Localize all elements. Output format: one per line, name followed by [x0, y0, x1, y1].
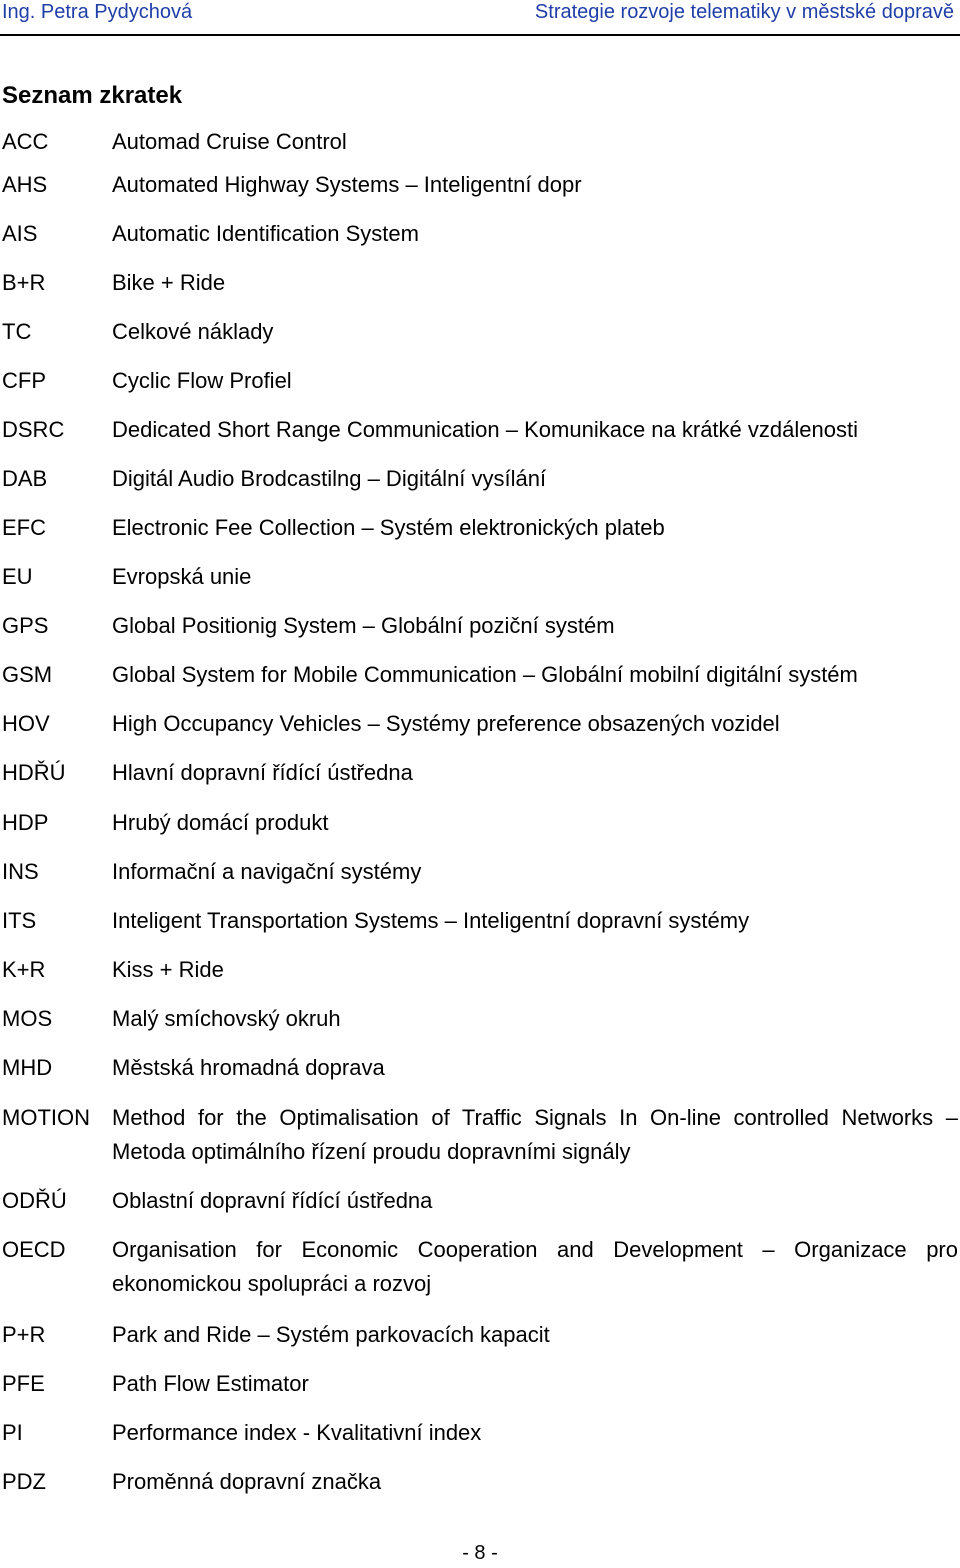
abbreviation-definition: Global Positionig System – Globální poziční systém: [112, 613, 615, 638]
abbreviation-term: DAB: [2, 466, 48, 491]
abbreviation-definition: Informační a navigační systémy: [112, 859, 422, 884]
header-author: Ing. Petra Pydychová: [2, 1, 193, 23]
abbreviation-definition: Method for the Optimalisation of Traffic Signals In On-line controlled Networks – Metoda optimálního řízení proudu dopravními signály: [112, 1105, 958, 1164]
abbreviation-term: INS: [2, 859, 39, 884]
abbreviation-definition: Digitál Audio Brodcastilng – Digitální vysílání: [112, 466, 547, 491]
section-title: Seznam zkratek: [2, 82, 183, 109]
page-header: [0, 0, 960, 30]
abbreviation-term: MHD: [2, 1055, 53, 1080]
abbreviation-definition: Performance index - Kvalitativní index: [112, 1420, 482, 1445]
abbreviation-term: HDŘÚ: [2, 760, 66, 785]
abbreviation-term: PI: [2, 1420, 23, 1445]
abbreviation-term: ODŘÚ: [2, 1188, 67, 1213]
abbreviation-definition: Organisation for Economic Cooperation and Development – Organizace pro ekonomickou spolupráci a rozvoj: [112, 1237, 958, 1296]
abbreviation-definition: Malý smíchovský okruh: [112, 1006, 341, 1031]
abbreviation-term: ITS: [2, 908, 37, 933]
abbreviation-definition: Automatic Identification System: [112, 221, 419, 246]
abbreviation-term: HOV: [2, 711, 50, 736]
abbreviation-term: GPS: [2, 613, 49, 638]
abbreviation-definition: Hlavní dopravní řídící ústředna: [112, 760, 413, 785]
abbreviation-term: B+R: [2, 270, 46, 295]
abbreviation-definition: Path Flow Estimator: [112, 1371, 309, 1396]
abbreviation-term: PFE: [2, 1371, 45, 1396]
abbreviation-definition: Park and Ride – Systém parkovacích kapacit: [112, 1322, 550, 1347]
abbreviation-term: CFP: [2, 368, 46, 393]
abbreviation-term: MOS: [2, 1006, 53, 1031]
abbreviation-term: GSM: [2, 662, 53, 687]
header-rule: [0, 34, 960, 36]
abbreviation-term: AHS: [2, 172, 48, 197]
abbreviation-definition: Dedicated Short Range Communication – Komunikace na krátké vzdálenosti: [112, 417, 858, 442]
abbreviation-definition: Kiss + Ride: [112, 957, 224, 982]
abbreviation-term: OECD: [2, 1237, 66, 1262]
abbreviation-definition: Automated Highway Systems – Inteligentní dopr: [112, 172, 582, 197]
abbreviation-definition: Oblastní dopravní řídící ústředna: [112, 1188, 433, 1213]
abbreviation-definition: Celkové náklady: [112, 319, 274, 344]
abbreviation-term: P+R: [2, 1322, 46, 1347]
abbreviation-definition: Global System for Mobile Communication – Globální mobilní digitální systém: [112, 662, 858, 687]
page-number: - 8 -: [462, 1542, 498, 1564]
abbreviation-term: HDP: [2, 810, 49, 835]
abbreviation-definition: Bike + Ride: [112, 270, 226, 295]
abbreviation-definition: Electronic Fee Collection – Systém elektronických plateb: [112, 515, 665, 540]
abbreviation-definition: Cyclic Flow Profiel: [112, 368, 292, 393]
abbreviation-definition: Automad Cruise Control: [112, 129, 347, 154]
abbreviation-definition: Městská hromadná doprava: [112, 1055, 385, 1080]
abbreviation-term: AIS: [2, 221, 38, 246]
abbreviation-term: K+R: [2, 957, 46, 982]
abbreviation-term: DSRC: [2, 417, 65, 442]
abbreviation-term: MOTION: [2, 1105, 90, 1130]
abbreviation-term: TC: [2, 319, 32, 344]
abbreviation-definition: Evropská unie: [112, 564, 252, 589]
abbreviation-term: PDZ: [2, 1469, 46, 1494]
abbreviation-term: EFC: [2, 515, 46, 540]
header-document-title: Strategie rozvoje telematiky v městské dopravě: [534, 1, 954, 23]
abbreviation-definition: Hrubý domácí produkt: [112, 810, 329, 835]
abbreviation-definition: Inteligent Transportation Systems – Inteligentní dopravní systémy: [112, 908, 750, 933]
abbreviation-definition: Proměnná dopravní značka: [112, 1469, 382, 1494]
abbreviation-term: ACC: [2, 129, 49, 154]
abbreviation-term: EU: [2, 564, 33, 589]
abbreviation-definition: High Occupancy Vehicles – Systémy preference obsazených vozidel: [112, 711, 780, 736]
